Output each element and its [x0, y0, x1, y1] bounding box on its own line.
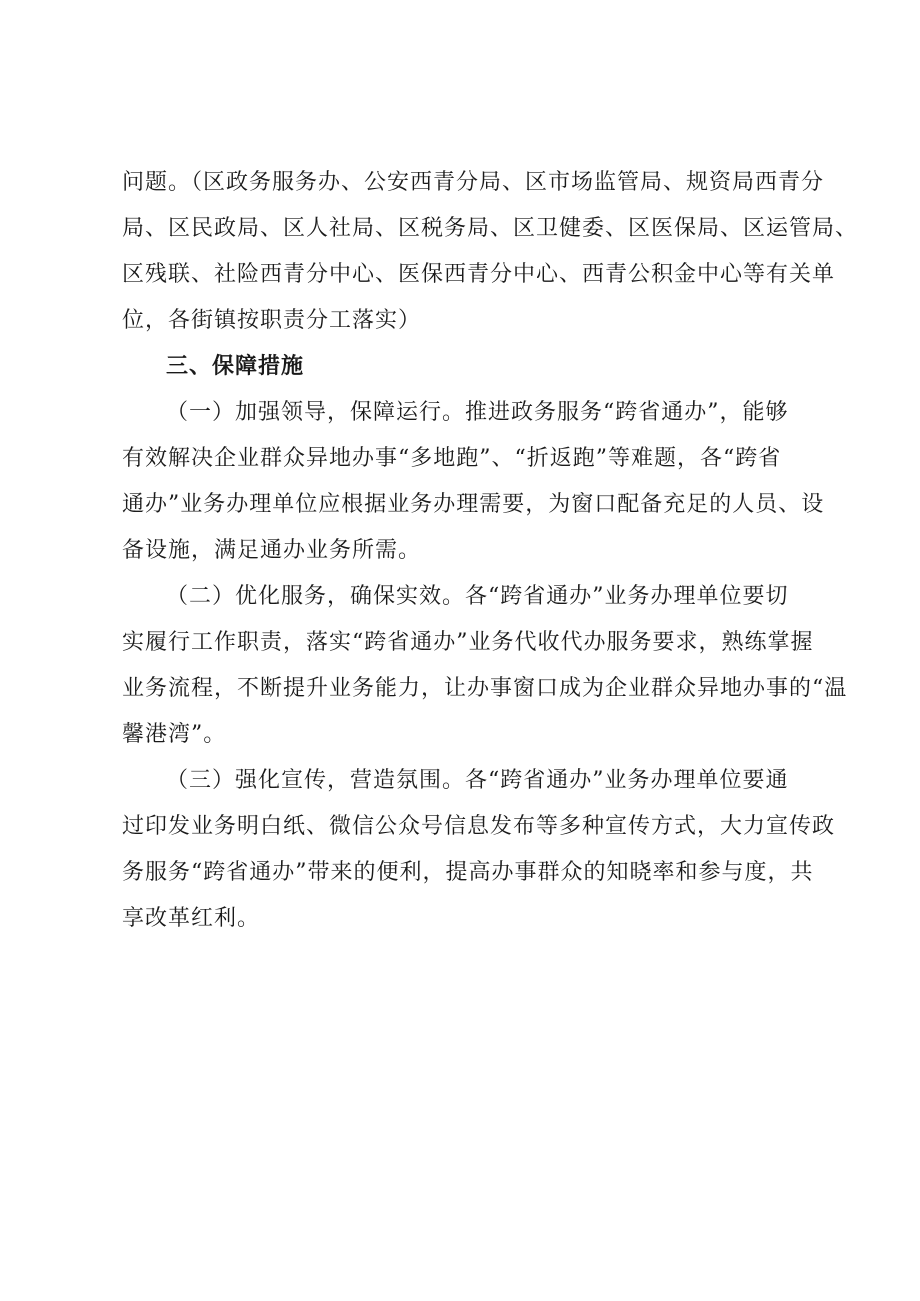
paragraph2-line-3: 业务流程，不断提升业务能力，让办事窗口成为企业群众异地办事的“温 — [122, 676, 848, 701]
paragraph1-line-4: 备设施，满足通办业务所需。 — [122, 538, 422, 563]
paragraph2-line-2: 实履行工作职责，落实“跨省通办”业务代收代办服务要求，熟练掌握 — [122, 630, 814, 655]
intro-line-2: 局、区民政局、区人社局、区税务局、区卫健委、区医保局、区运管局、 — [122, 216, 859, 241]
paragraph1-line-3: 通办”业务办理单位应根据业务办理需要，为窗口配备充足的人员、设 — [122, 492, 825, 517]
paragraph2-line-4: 馨港湾”。 — [122, 722, 227, 747]
paragraph3-line-3: 务服务“跨省通办”带来的便利，提高办事群众的知晓率和参与度，共 — [122, 860, 814, 885]
paragraph1-line-1: （一）加强领导，保障运行。推进政务服务“跨省通办”，能够 — [166, 400, 789, 425]
paragraph3-line-1: （三）强化宣传，营造氛围。各“跨省通办”业务办理单位要通 — [166, 768, 789, 793]
intro-line-4: 位，各街镇按职责分工落实） — [122, 308, 422, 333]
paragraph1-line-2: 有效解决企业群众异地办事“多地跑”、“折返跑”等难题，各“跨省 — [122, 446, 782, 471]
intro-line-1: 问题。（区政务服务办、公安西青分局、区市场监管局、规资局西青分 — [122, 170, 825, 195]
intro-line-3: 区残联、社险西青分中心、医保西青分中心、西青公积金中心等有关单 — [122, 262, 836, 287]
paragraph3-line-2: 过印发业务明白纸、微信公众号信息发布等多种宣传方式，大力宣传政 — [122, 814, 836, 839]
paragraph2-line-1: （二）优化服务，确保实效。各“跨省通办”业务办理单位要切 — [166, 584, 789, 609]
section-heading: 三、保障措施 — [166, 354, 305, 379]
paragraph3-line-4: 享改革红利。 — [122, 906, 261, 931]
